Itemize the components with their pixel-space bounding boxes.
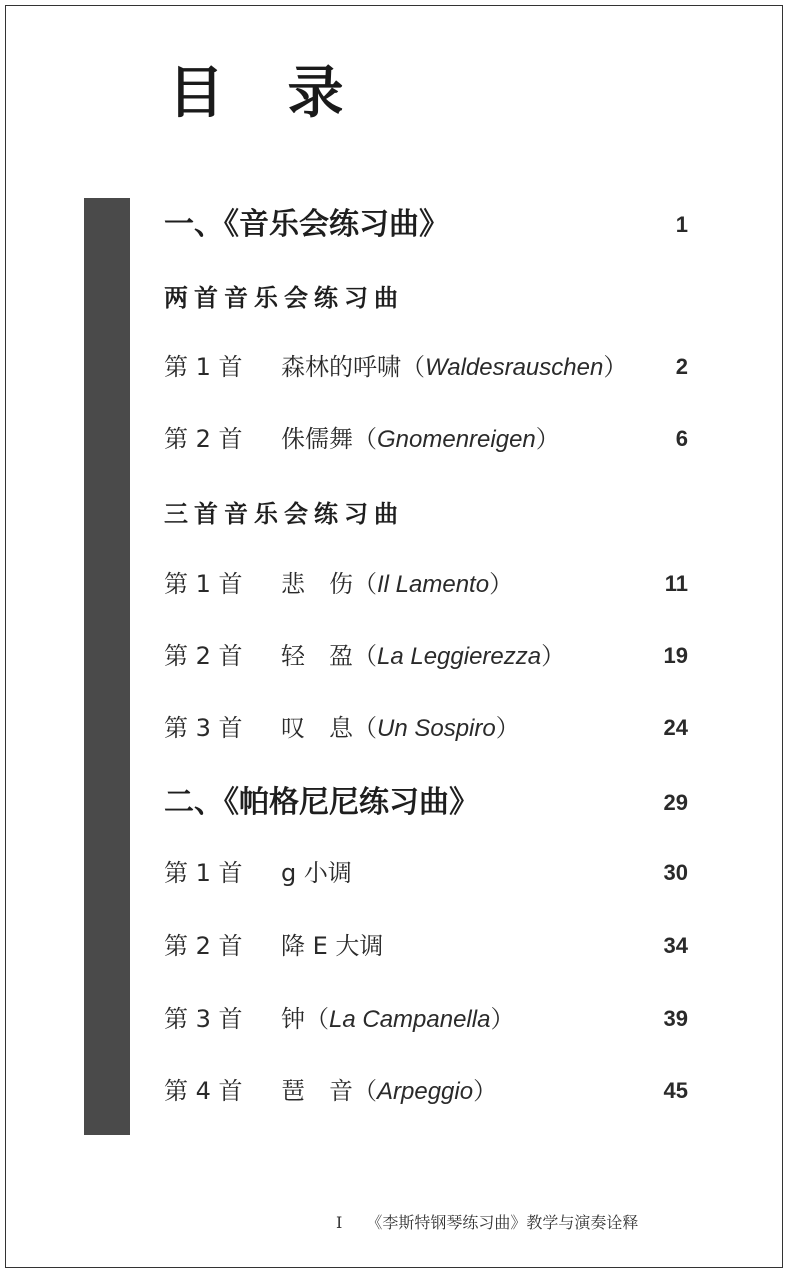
entry-title: 叹 息（Un Sospiro） [281, 714, 520, 742]
entry-title-latin: Waldesrauschen [425, 354, 604, 381]
entry-title-latin: Gnomenreigen [377, 426, 536, 453]
entry-number: 第 1 首 [164, 353, 243, 381]
toc-part-row[interactable] [164, 205, 688, 245]
part-title: 一、《音乐会练习曲》 [164, 207, 449, 242]
page-number: 30 [663, 860, 688, 885]
entry-title-cn: 悲 伤 [281, 570, 353, 598]
entry-title-latin: La Campanella [329, 1006, 491, 1033]
toc-entry-row[interactable] [164, 564, 688, 604]
entry-number: 第 2 首 [164, 642, 243, 670]
entry-title: 悲 伤（Il Lamento） [281, 570, 514, 598]
group-title: 三首音乐会练习曲 [164, 499, 404, 528]
toc-group-row [164, 278, 688, 318]
entry-number: 第 1 首 [164, 859, 243, 887]
page-number: 19 [663, 643, 688, 668]
entry-title-latin: Un Sospiro [377, 715, 496, 742]
page-number: 45 [663, 1078, 688, 1103]
toc-entry-row[interactable] [164, 347, 688, 387]
page-number: 6 [675, 426, 688, 451]
footer-book-title: 《李斯特钢琴练习曲》教学与演奏诠释 [366, 1213, 639, 1232]
entry-title-cn: 钟 [281, 1005, 305, 1033]
entry-number: 第 3 首 [164, 1005, 243, 1033]
entry-title: 琶 音（Arpeggio） [281, 1077, 498, 1105]
toc-entry-row[interactable] [164, 926, 688, 966]
footer-page-number: I [336, 1213, 343, 1232]
toc-group-row [164, 494, 688, 534]
page-number: 29 [663, 790, 688, 815]
entry-title: 钟（La Campanella） [281, 1005, 515, 1033]
page-number: 11 [664, 571, 688, 596]
page-number: 34 [663, 933, 688, 958]
entry-number: 第 2 首 [164, 425, 243, 453]
entry-title: 降 E 大调 [281, 932, 384, 960]
entry-number: 第 3 首 [164, 714, 243, 742]
group-title: 两首音乐会练习曲 [164, 283, 404, 312]
page-number: 39 [663, 1006, 688, 1031]
entry-number: 第 1 首 [164, 570, 243, 598]
decorative-side-bar [84, 198, 130, 1135]
entry-title-latin: La Leggierezza [377, 643, 542, 670]
entry-title: 轻 盈（La Leggierezza） [281, 642, 566, 670]
entry-number: 第 4 首 [164, 1077, 243, 1105]
toc-entry-row[interactable] [164, 708, 688, 748]
entry-title-latin: Il Lamento [377, 571, 490, 598]
entry-title: 侏儒舞（Gnomenreigen） [281, 425, 560, 453]
page-number: 1 [675, 212, 688, 237]
toc-part-row[interactable] [164, 783, 688, 823]
page-number: 24 [663, 715, 688, 740]
toc-entry-row[interactable] [164, 636, 688, 676]
entry-title-latin: Arpeggio [377, 1078, 474, 1105]
toc-heading: 目 录 [168, 61, 366, 126]
toc-entry-row[interactable] [164, 999, 688, 1039]
toc-entry-row[interactable] [164, 853, 688, 893]
entry-title: 森林的呼啸（Waldesrauschen） [281, 353, 628, 381]
entry-number: 第 2 首 [164, 932, 243, 960]
part-title: 二、《帕格尼尼练习曲》 [164, 785, 479, 820]
toc-entry-row[interactable] [164, 1071, 688, 1111]
entry-title-cn: 轻 盈 [281, 642, 353, 670]
entry-title-cn: 叹 息 [281, 714, 353, 742]
entry-title-cn: 森林的呼啸 [281, 353, 401, 381]
page-number: 2 [675, 354, 688, 379]
page-footer [336, 1210, 638, 1233]
entry-title-cn: 琶 音 [281, 1077, 353, 1105]
entry-title-cn: 侏儒舞 [281, 425, 353, 453]
toc-entry-row[interactable] [164, 419, 688, 459]
entry-title: g 小调 [281, 859, 352, 887]
